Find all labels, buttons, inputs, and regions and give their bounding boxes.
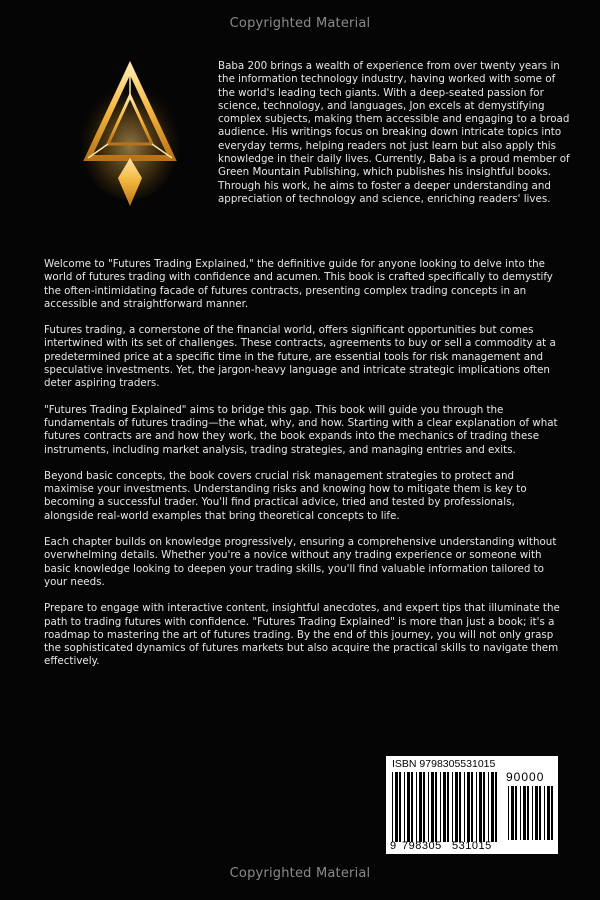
glowing-golden-triangle-icon — [80, 60, 180, 210]
barcode-bar — [395, 772, 398, 842]
paragraph-6: Prepare to engage with interactive content, insightful anecdotes, and expert tips that illuminate the path to trading futures with confidence. "Futures Trading Explained" is more than just a book; it's a roadmap to mastering the art of futures trading. By the end of this journey, you will not only grasp the sophisticated dynamics of futures markets but also acquire the practical skills to navigate them effectively. — [44, 602, 560, 668]
barcode-digit-group-2: 531015 — [452, 840, 492, 852]
book-description — [44, 258, 564, 682]
barcode-bar — [551, 786, 553, 840]
barcode-digit-first: 9 — [390, 840, 397, 852]
barcode-bar — [443, 772, 446, 842]
barcode-bar — [435, 772, 437, 842]
price-code: 90000 — [506, 770, 545, 784]
paragraph-1: Welcome to "Futures Trading Explained," the definitive guide for anyone looking to delve into the world of futures trading with confidence and acumen. This book is crafted specifically to demystify the often-intimidating facade of futures contracts, presenting complex trading concepts in an accessible and straightforward manner. — [44, 258, 553, 310]
barcode-bar — [495, 772, 497, 842]
barcode-bar — [428, 772, 429, 842]
barcode-bar — [479, 772, 482, 842]
barcode-bar — [539, 786, 541, 840]
barcode-bar — [455, 772, 458, 842]
barcode-bar — [523, 786, 526, 840]
barcode-bar — [508, 786, 509, 840]
barcode-bar — [547, 786, 550, 840]
barcode-bar — [399, 772, 401, 842]
barcode-bar — [488, 772, 489, 842]
watermark-bottom: Copyrighted Material — [229, 866, 371, 881]
barcode-bar — [440, 772, 441, 842]
barcode-bars-left — [390, 772, 502, 842]
barcode-bar — [532, 786, 533, 840]
barcode-bar — [520, 786, 521, 840]
isbn-barcode — [386, 756, 558, 854]
barcode-bar — [483, 772, 485, 842]
barcode-bar — [471, 772, 473, 842]
barcode-digit-group-1: 798305 — [402, 840, 442, 852]
paragraph-2: Futures trading, a cornerstone of the financial world, offers significant opportunities but comes intertwined with its set of challenges. These contracts, agreements to buy or sell a commodity at a predetermined price at a specific time in the future, are essential tools for risk management and speculative investments. Yet, the jargon-heavy language and intricate strategic implications often deter aspiring traders. — [44, 324, 556, 390]
barcode-bar — [431, 772, 434, 842]
watermark-top: Copyrighted Material — [229, 16, 371, 31]
barcode-bar — [544, 786, 545, 840]
isbn-label: ISBN 9798305531015 — [392, 758, 496, 770]
paragraph-5: Each chapter builds on knowledge progressively, ensuring a comprehensive understanding without overwhelming details. Whether you're a novice without any trading experience or someone with basic knowledge looking to deepen your trading skills, you'll find valuable information tailored to your needs. — [44, 536, 557, 588]
barcode-bar — [515, 786, 517, 840]
barcode-bar — [476, 772, 477, 842]
barcode-bar — [416, 772, 417, 842]
barcode-bar — [511, 786, 514, 840]
barcode-bar — [411, 772, 413, 842]
barcode-bar — [407, 772, 410, 842]
paragraph-3: "Futures Trading Explained" aims to bridge this gap. This book will guide you through the fundamentals of futures trading—the what, why, and how. Starting with a clear explanation of what futures contracts are and how they work, the book expands into the mechanics of trading these instruments, including market analysis, trading strategies, and managing entries and exits. — [44, 403, 558, 456]
barcode-bar — [452, 772, 453, 842]
barcode-bar — [392, 772, 393, 842]
barcode-bar — [464, 772, 465, 842]
barcode-bar — [527, 786, 529, 840]
barcode-bar — [423, 772, 425, 842]
barcode-bar — [467, 772, 470, 842]
barcode-bar — [459, 772, 461, 842]
barcode-bar — [535, 786, 538, 840]
author-bio: Baba 200 brings a wealth of experience from over twenty years in the information technology industry, having worked with some of the world's leading tech giants. With a deep-seated passion for science, technology, and languages, Jon excels at demystifying complex subjects, making them accessible and engaging to a broad audience. His writings focus on breaking down intricate topics into everyday terms, helping readers not just learn but also apply this knowledge in their daily lives. Currently, Baba is a proud member of Green Mountain Publishing, which publishes his insightful books. Through his work, he aims to foster a deeper understanding and appreciation of technology and science, enriching readers' lives. — [218, 60, 570, 205]
paragraph-4: Beyond basic concepts, the book covers crucial risk management strategies to protect and maximise your investments. Understanding risks and knowing how to mitigate them is key to becoming a successful trader. You'll find practical advice, tried and tested by professionals, alongside real-world examples that bring theoretical concepts to life. — [44, 469, 527, 522]
barcode-bar — [419, 772, 422, 842]
barcode-bar — [404, 772, 405, 842]
barcode-bar — [447, 772, 449, 842]
barcode-bar — [491, 772, 494, 842]
barcode-bars-right — [506, 786, 554, 840]
